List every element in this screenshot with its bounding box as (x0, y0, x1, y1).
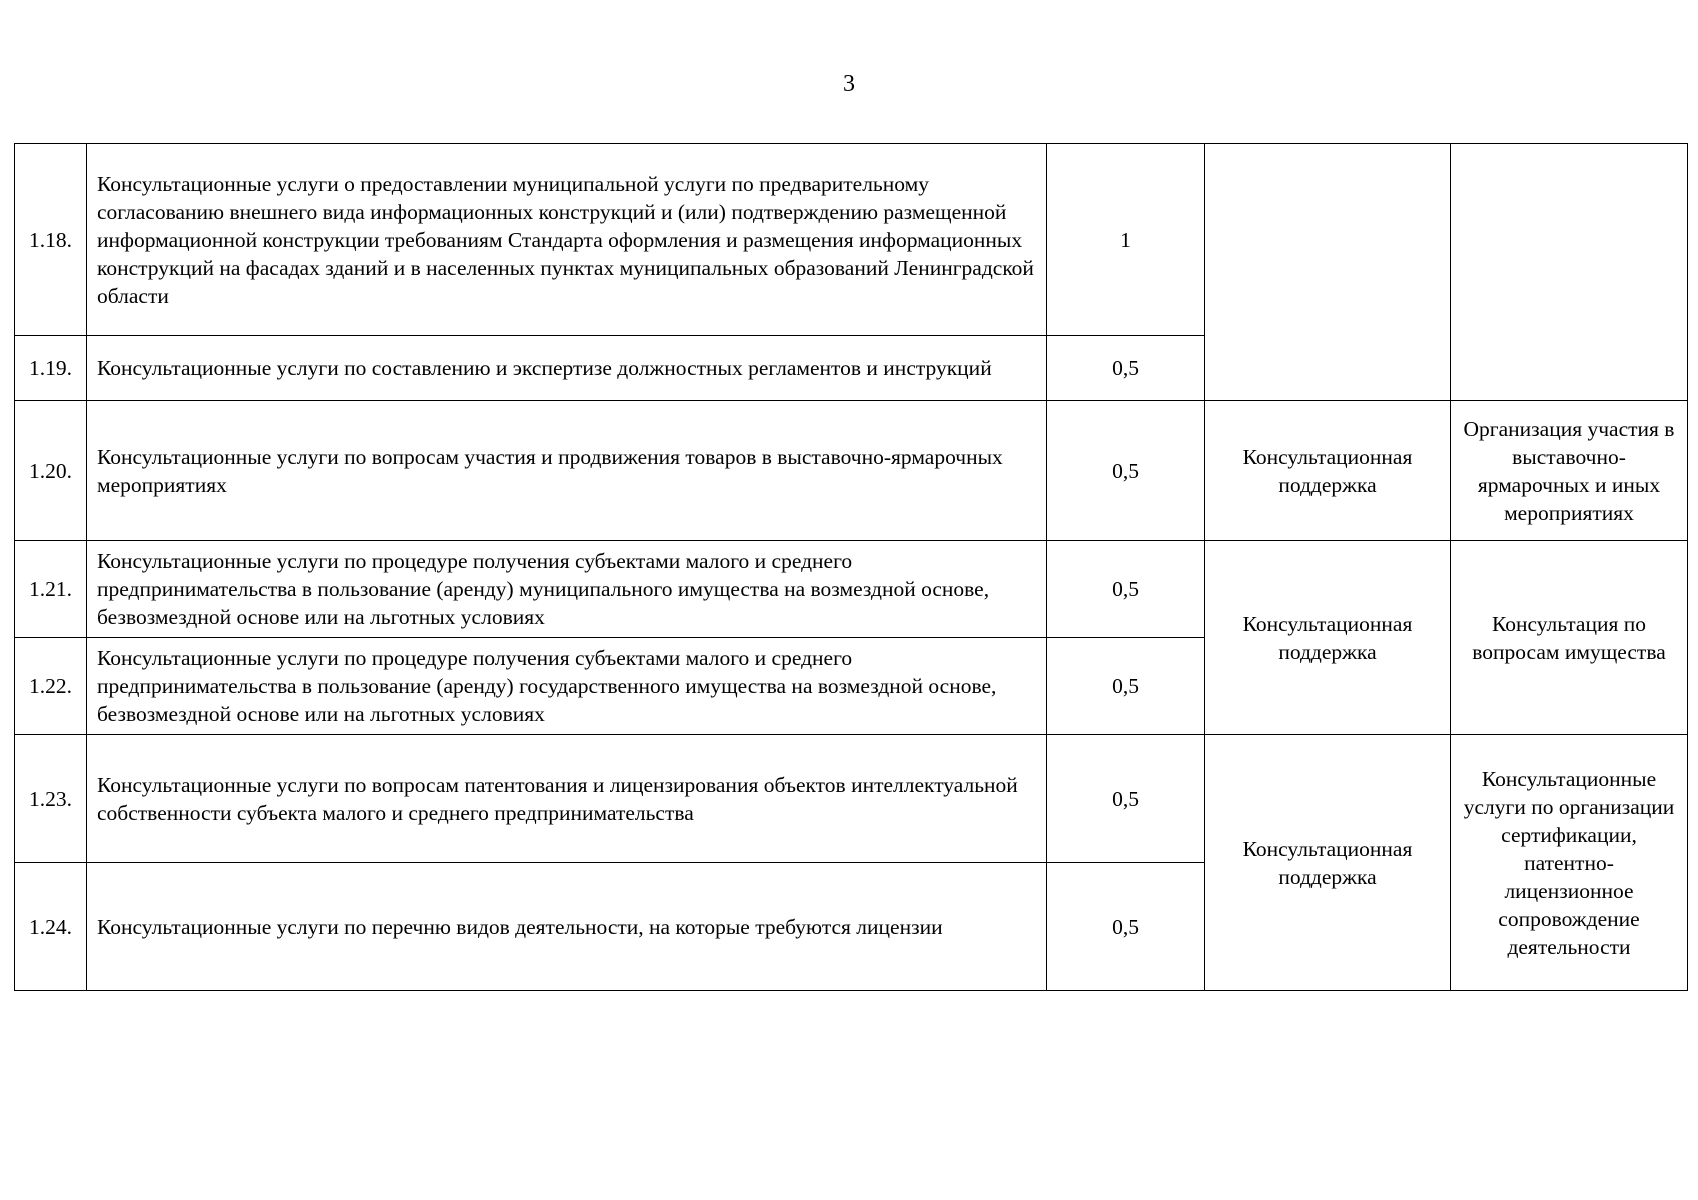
service-description: Консультационные услуги по процедуре получения субъектами малого и среднего предпринимательства в пользование (аренду) государственного имущества на возмездной основе, безвозмездной основе или на льготных условиях (87, 638, 1047, 735)
support-type-cell: Консультация по вопросам имущества (1451, 541, 1688, 735)
service-quantity: 0,5 (1047, 336, 1205, 401)
row-number: 1.20. (15, 401, 87, 541)
row-number: 1.24. (15, 863, 87, 991)
support-type-cell (1451, 144, 1688, 401)
page-number: 3 (843, 71, 855, 97)
service-description: Консультационные услуги по вопросам патентования и лицензирования объектов интеллектуальной собственности субъекта малого и среднего предпринимательства (87, 735, 1047, 863)
service-description: Консультационные услуги по составлению и экспертизе должностных регламентов и инструкций (87, 336, 1047, 401)
support-form-cell (1205, 144, 1451, 401)
table-row (15, 144, 1688, 336)
support-type-cell: Консультационные услуги по организации сертификации, патентно-лицензионное сопровождение деятельности (1451, 735, 1688, 991)
service-quantity: 0,5 (1047, 401, 1205, 541)
row-number: 1.19. (15, 336, 87, 401)
service-description: Консультационные услуги о предоставлении муниципальной услуги по предварительному согласованию внешнего вида информационных конструкций и (или) подтверждению размещенной информационной конструкции требованиям Стандарта оформления и размещения информационных конструкций на фасадах зданий и в населенных пунктах муниципальных образований Ленинградской области (87, 144, 1047, 336)
service-quantity: 0,5 (1047, 735, 1205, 863)
table-row (15, 401, 1688, 541)
support-form-cell: Консультационная поддержка (1205, 401, 1451, 541)
support-form-cell: Консультационная поддержка (1205, 735, 1451, 991)
table-row (15, 541, 1688, 638)
row-number: 1.21. (15, 541, 87, 638)
row-number: 1.23. (15, 735, 87, 863)
table-row (15, 735, 1688, 863)
service-description: Консультационные услуги по вопросам участия и продвижения товаров в выставочно-ярмарочных мероприятиях (87, 401, 1047, 541)
service-quantity: 0,5 (1047, 638, 1205, 735)
support-type-cell: Организация участия в выставочно-ярмарочных и иных мероприятиях (1451, 401, 1688, 541)
service-quantity: 1 (1047, 144, 1205, 336)
support-form-cell: Консультационная поддержка (1205, 541, 1451, 735)
services-table (14, 143, 1688, 991)
service-quantity: 0,5 (1047, 541, 1205, 638)
service-quantity: 0,5 (1047, 863, 1205, 991)
row-number: 1.18. (15, 144, 87, 336)
row-number: 1.22. (15, 638, 87, 735)
service-description: Консультационные услуги по перечню видов деятельности, на которые требуются лицензии (87, 863, 1047, 991)
service-description: Консультационные услуги по процедуре получения субъектами малого и среднего предпринимательства в пользование (аренду) муниципального имущества на возмездной основе, безвозмездной основе или на льготных условиях (87, 541, 1047, 638)
